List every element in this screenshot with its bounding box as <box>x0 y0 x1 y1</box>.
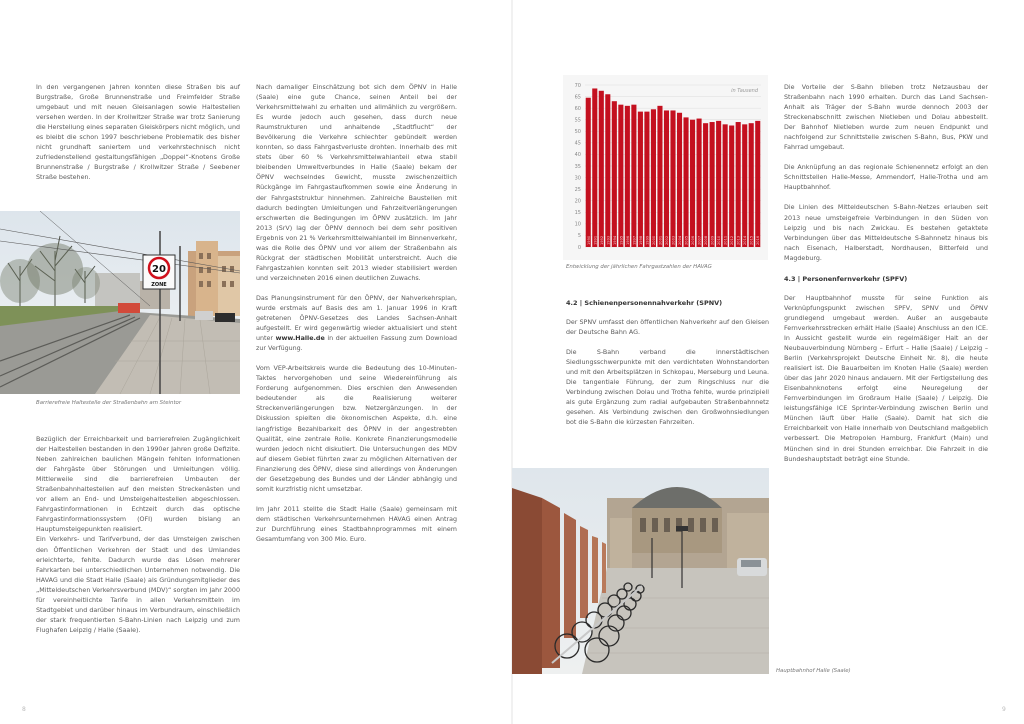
chart-bar <box>723 124 728 247</box>
paragraph: In den vergangenen Jahren konnten diese Straßen bis auf Burgstraße, Große Brunnenstraße und Freimfelder Straße umgebaut und mit neuen Gleisanlagen sowie Haltestellen versehen werden. In der Krollwitzer Straße war trotz Sanierung die Herstellung eines separaten Gleiskörpers nicht möglich, und es bleibt die schon 1997 beschriebene Problematik des bisher nicht grundhaft saniertem und verkehrstechnisch nicht zufriedenstellend gestaltungsfähigen „Doppel“-Knotens Große Brunnenstraße / Burgstraße / Krollwitzer Straße / Seebener Straße bestehen. <box>36 84 240 182</box>
section-heading-spnv: 4.2 | Schienenpersonennahverkehr (SPNV) <box>566 299 723 307</box>
paragraph <box>256 294 457 354</box>
chart-y-tick-label: 30 <box>574 175 581 182</box>
chart-x-tick-label: 1996 <box>625 235 630 245</box>
paragraph: Der SPNV umfasst den öffentlichen Nahverkehr auf den Gleisen der Deutsche Bahn AG. <box>566 319 769 337</box>
paragraph: Die Linien des Mitteldeutschen S-Bahn-Netzes erlauben seit 2013 neue umsteigefreie Verbindungen in den Süden von Leipzig und bis nach Zwickau. Es bestehen getaktete Verbindungen über das Mitteldeutsche S-Bahnnetz hinaus bis nach Eisenach, Halberstadt, Nordhausen, Bitterfeld und Magdeburg. <box>784 204 988 262</box>
chart-bar <box>651 109 656 247</box>
chart-x-tick-label: 2011 <box>723 235 728 245</box>
chart-y-tick-label: 70 <box>574 82 581 89</box>
website-link[interactable]: www.Halle.de <box>275 335 325 343</box>
chart-y-tick-label: 55 <box>574 117 581 124</box>
right-col2 <box>784 83 988 465</box>
chart-bar <box>657 106 662 247</box>
chart-bar <box>599 91 604 247</box>
chart-bar <box>755 121 760 247</box>
chart-x-tick-label: 2002 <box>664 235 669 245</box>
chart-y-tick-label: 15 <box>574 210 581 217</box>
chart-bar <box>729 126 734 248</box>
chart-bar <box>677 113 682 247</box>
chart-x-tick-label: 1993 <box>606 235 611 245</box>
chart-x-tick-label: 1995 <box>619 235 624 245</box>
paragraph: Nach damaliger Einschätzung bot sich dem ÖPNV in Halle (Saale) eine gute Chance, seinen Anteil bei der Verkehrsmittelwahl zu erhalten und allmählich zu vergrößern. Es wurde jedoch auch gesehen, dass durch neue Raumstrukturen und anhaltende „Stadtflucht“ der Bevölkerung die Verkehre schlechter gebündelt werden konnten, so dass Fahrgastverluste drohten. Innerhalb des mit stets über 60 % Verkehrsmittelwahlanteil etwa stabil bleibenden Umweltverbundes in Halle (Saale) bekam der ÖPNV wechselndes Gewicht, musste zwischenzeitlich Rückgänge im Fahrgastaufkommen sowie eine Änderung in der Fahrgaststruktur hinnehmen. Zahlreiche Baustellen mit dadurch bedingten Umleitungen und Fahrzeitverlängerungen erschwerten die Bedingungen im ÖPNV zusätzlich. Im Jahr 2013 (SrV) lag der ÖPNV dennoch bei dem sehr positiven Ergebnis von 21 % Verkehrsmittelwahlanteil im Binnenverkehr, was die Rolle des ÖPNV und vor allem der Straßenbahn als Rückgrat der städtischen Mobilität unterstreicht. Auch die Fahrgastzahlen konnten seit 2013 wieder stabilisiert werden und verzeichneten 2016 einen deutlichen Zuwachs. <box>256 84 457 282</box>
chart-x-tick-label: 2004 <box>678 235 683 245</box>
chart-y-tick-label: 5 <box>577 233 581 240</box>
chart-bar <box>612 101 617 247</box>
chart-bar <box>683 117 688 247</box>
paragraph: Der Hauptbahnhof musste für seine Funktion als Verknüpfungspunkt zwischen SPFV, SPNV und ÖPNV grundlegend umgebaut werden. Außer an ausgebaute Fernverkehrsstrecken erhält Halle (Saale) Anschluss an den ICE. In Aussicht gestellt wurde ein regelmäßiger Halt an der Neubauverbindung Nürnberg – Erfurt – Halle (Saale) / Leipzig – Berlin (Verkehrsprojekt Deutsche Einheit Nr. 8), die heute realisiert ist. Die Bauarbeiten im Knoten Halle (Saale) werden über das Jahr 2020 hinaus andauern. Mit der Fertigstellung des Eisenbahnknotens erfolgt eine Neuregelung der Fernverbindungen im Großraum Halle (Saale) / Leipzig. Die leistungsfähige ICE Sprinter-Verbindung zwischen Berlin und München läuft über Halle (Saale). Damit hat sich die Erreichbarkeit von Halle innerhalb von Deutschland maßgeblich verbessert. Die Metropolen Hamburg, Frankfurt (Main) und München sind in drei Stunden erreichbar. Die Fahrzeit in die Bundeshauptstadt beträgt eine Stunde. <box>784 294 988 463</box>
chart-x-tick-label: 2006 <box>691 235 696 245</box>
section-heading-spfv: 4.3 | Personenfernverkehr (SPFV) <box>784 274 908 283</box>
left-col1-top <box>36 83 240 183</box>
chart-bar <box>749 123 754 247</box>
chart-y-tick-label: 10 <box>574 221 581 228</box>
chart-x-tick-label: 2003 <box>671 235 676 245</box>
chart-y-tick-label: 25 <box>574 186 581 193</box>
chart-bar <box>703 123 708 247</box>
chart-bar <box>605 94 610 247</box>
chart-x-tick-label: 2012 <box>730 235 735 245</box>
chart-x-tick-label: 1997 <box>632 235 637 245</box>
chart-svg <box>563 75 768 260</box>
left-col2 <box>256 83 457 545</box>
paragraph: Die S-Bahn verband die innerstädtischen Siedlungsschwerpunkte mit den verdichteten Wohnstandorten und mit den Arbeitsplätzen in Schkopau, Merseburg und Leuna. Die tangentiale Führung, der zum Ringschluss nur die Verbindung zwischen Dolau und Trotha fehlte, wurde prinzipiell als gute Ergänzung zum radial aufgebauten Straßenbahnnetz gesehen. Als Verbindung zwischen den Großwohnsiedlungen bot die S-Bahn die kürzesten Fahrzeiten. <box>566 349 769 427</box>
chart-x-tick-label: 1999 <box>645 235 650 245</box>
chart-bar <box>742 124 747 247</box>
chart-x-tick-label: 1992 <box>599 235 604 245</box>
chart-bar <box>592 88 597 247</box>
chart-y-tick-label: 40 <box>574 152 581 159</box>
paragraph: Ein Verkehrs- und Tarifverbund, der das Umsteigen zwischen den Öffentlichen Verkehren der Stadt und des Umlandes erleichterte, fehlte. Dadurch wurde das Lösen mehrerer Fahrkarten bei unterschiedlichen Unternehmen notwendig. Die HAVAG und die Stadt Halle (Saale) als Gründungsmitglieder des „Mitteldeutschen Verkehrsverbund (MDV)“ sorgten im Jahr 2000 für vereinheitlichte Tarife in allen Verkehrsmitteln im Stadtgebiet und darüber hinaus im Verbundraum, einschließlich der stark frequentierten S-Bahn-Linien nach Leipzig und zum Flughafen Leipzig / Halle (Saale). <box>36 536 240 634</box>
chart-y-tick-label: 35 <box>574 163 581 170</box>
chart-y-tick-label: 0 <box>577 244 581 251</box>
paragraph: Im Jahr 2011 stellte die Stadt Halle (Saale) gemeinsam mit dem städtischen Verkehrsunternehmen HAVAG einen Antrag zur Durchführung eines Stadtbahnprogrammes mit einem Gesamtumfang von 300 Mio. Euro. <box>256 505 457 543</box>
chart-x-tick-label: 2005 <box>684 235 689 245</box>
chart-x-tick-label: 1991 <box>593 235 598 245</box>
chart-caption: Entwicklung der jährlichen Fahrgastzahlen der HAVAG <box>566 264 712 270</box>
chart-x-tick-label: 1994 <box>612 235 617 245</box>
text-span: Das Planungsinstrument für den ÖPNV, der Nahverkehrsplan, wurde erstmals auf Basis des am 1. Januar 1996 in Kraft getretenen ÖPNV-Gesetzes des Landes Sachsen-Anhalt aufgestellt. Er wird gegenwärtig wieder aktualisiert und steht unter <box>256 294 457 343</box>
right-col1 <box>566 298 769 429</box>
station-photo <box>512 468 769 674</box>
chart-unit-label: in Tausend <box>731 88 758 94</box>
paragraph: Vom VEP-Arbeitskreis wurde die Bedeutung des 10-Minuten-Taktes hervorgehoben und seine Wiedereinführung als Forderung aufgenommen. Dies erschien den Anwesenden bedeutender als die Realisierung weiterer Streckenverlängerungen bzw. Netzergänzungen. In der Diskussion spielten die ökonomischen Aspekte, d.h. eine langfristige Bezahlbarkeit des ÖPNV in der angestrebten Qualität, eine zentrale Rolle. Konkrete Finanzierungsmodelle wurden jedoch nicht diskutiert. Die Untersuchungen des MDV auf diesem Gebiet führten zwar zu möglichen Alternativen der Finanzierung des ÖPNV, diese sind allerdings von Änderungen der Gesetzgebung des Bundes und der Länder abhängig und somit kurzfristig nicht umsetzbar. <box>256 365 457 493</box>
chart-bar <box>736 122 741 247</box>
zone-label: ZONE <box>151 282 167 288</box>
chart-x-tick-label: 2014 <box>743 235 748 245</box>
chart-y-tick-label: 45 <box>574 140 581 147</box>
speed-limit-number: 20 <box>152 264 166 275</box>
chart-y-tick-label: 50 <box>574 129 581 136</box>
chart-x-tick-label: 2007 <box>697 235 702 245</box>
tram-stop-photo <box>0 211 240 394</box>
chart-x-tick-label: 2001 <box>658 235 663 245</box>
left-col1-bottom <box>36 435 240 636</box>
tram-photo-caption: Barrierefreie Haltestelle der Straßenbahn am Steintor <box>36 400 182 406</box>
chart-bar <box>716 121 721 247</box>
chart-x-tick-label: 2013 <box>736 235 741 245</box>
page-number-right: 9 <box>1002 706 1006 713</box>
chart-bar <box>644 112 649 247</box>
chart-bar <box>638 112 643 247</box>
text-span: in der aktuellen Fassung zum Download zur Verfügung. <box>256 335 457 353</box>
chart-x-tick-label: 2015 <box>749 235 754 245</box>
chart-bar <box>618 105 623 247</box>
station-photo-caption: Hauptbahnhof Halle (Saale) <box>776 668 851 674</box>
chart-bar <box>690 120 695 247</box>
chart-x-tick-label: 2009 <box>710 235 715 245</box>
chart-bar <box>631 105 636 247</box>
chart-x-tick-label: 2016 <box>756 235 761 245</box>
chart-x-tick-label: 2010 <box>717 235 722 245</box>
chart-x-tick-label: 2000 <box>651 235 656 245</box>
chart-y-tick-label: 60 <box>574 105 581 112</box>
chart-bar <box>625 106 630 247</box>
chart-y-tick-label: 65 <box>574 94 581 101</box>
chart-x-tick-label: 1998 <box>638 235 643 245</box>
ridership-chart <box>563 75 768 260</box>
chart-x-tick-label: 1990 <box>586 235 591 245</box>
chart-x-tick-label: 2008 <box>704 235 709 245</box>
page-number-left: 8 <box>22 706 26 713</box>
chart-y-tick-label: 20 <box>574 198 581 205</box>
paragraph: Die Vorteile der S-Bahn blieben trotz Netzausbau der Straßenbahn nach 1990 erhalten. Durch das Land Sachsen-Anhalt als Träger der S-Bahn wurde dennoch 2003 der Streckenabschnitt zwischen Nietleben und Dolau abbestellt. Der Bahnhof Nietleben wurde zum neuen Endpunkt und nachfolgend zur Schnittstelle zwischen S-Bahn, Bus, PKW und Fahrrad umgebaut. <box>784 84 988 152</box>
chart-bar <box>664 110 669 247</box>
paragraph: Die Anknüpfung an das regionale Schienennetz erfolgt an den Schnittstellen Halle-Messe, Ammendorf, Halle-Trotha und am Hauptbahnhof. <box>784 164 988 192</box>
chart-bar <box>586 98 591 247</box>
chart-bar <box>670 110 675 247</box>
chart-bar <box>710 122 715 247</box>
paragraph: Bezüglich der Erreichbarkeit und barrierefreien Zugänglichkeit der Haltestellen bestanden in den 1990er Jahren große Defizite. Neben zahlreichen baulichen Mängeln fehlten Informationen der Fahrgäste über Störungen und Umleitungen völlig. Mittlerweile sind die barrierefreien Umbauten der Straßenbahnhaltestellen auf den meisten Streckenästen und vor allem an End- und Umsteigehaltestellen abgeschlossen. Fahrgastinformationen in Echtzeit durch das optische Fahrgastinformationssystem (OFI) wurden bislang an Hauptumsteigepunkten realisiert. <box>36 436 240 534</box>
chart-bar <box>697 119 702 247</box>
